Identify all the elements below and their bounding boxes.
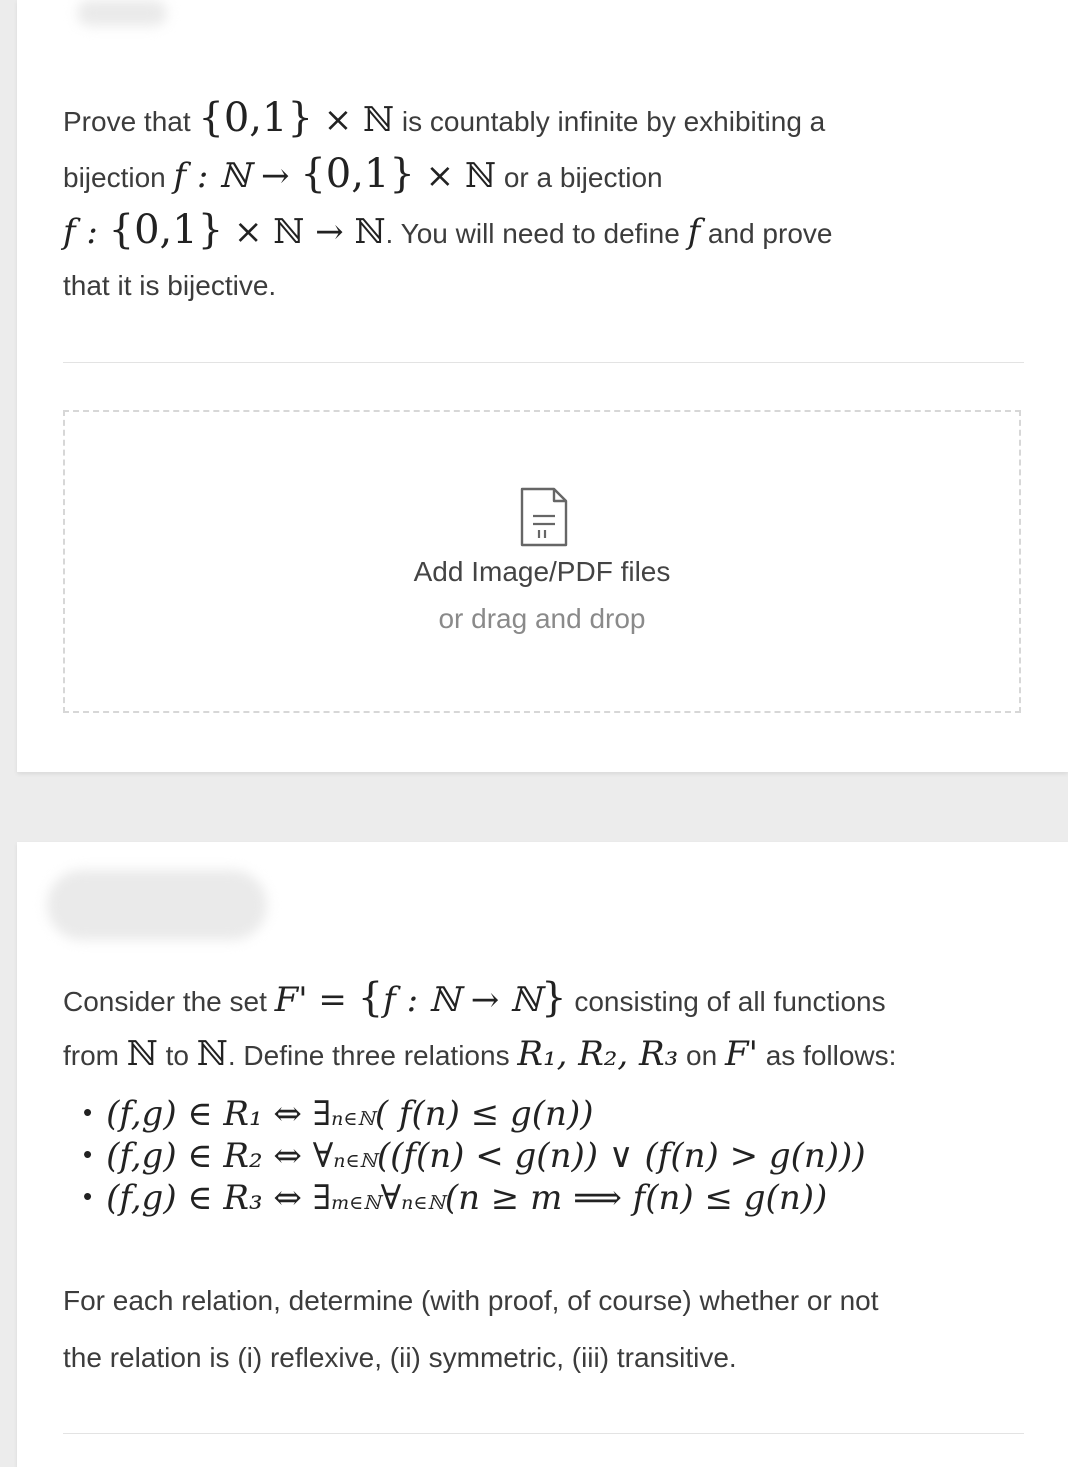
document-icon [519,486,569,548]
q1-text: bijection [63,162,174,193]
q1-text: is countably infinite by exhibiting a [394,106,826,137]
relation-quantifier: ∀ [380,1178,402,1218]
q2-text: Consider the set [63,986,275,1017]
q2-math: ℕ [196,1034,228,1074]
q1-math: f : ℕ → [173,156,301,196]
bullet-icon: • [83,1181,93,1211]
q2-math: ℕ [126,1034,158,1074]
q1-text: Prove that [63,106,199,137]
bullet-icon: • [83,1139,93,1169]
question-2-intro [63,970,1024,1082]
add-files-label[interactable]: Add Image/PDF files [413,556,671,587]
q1-math: × ℕ → ℕ [223,212,386,252]
q2-math: F' [724,1034,758,1074]
q1-math: {0,1} [108,207,224,253]
drag-drop-hint: or drag and drop [438,603,646,634]
q1-math: {0,1} [198,95,313,141]
q1-text: that it is bijective. [63,270,277,301]
relation-lhs: (f,g) ∈ R₃ ⇔ ∃ [106,1178,332,1218]
question-2-outro [63,1273,1024,1387]
q2-math: } [541,975,567,1021]
q2-math: R₁, R₂, R₃ [517,1034,679,1074]
q1-math: f : [63,212,109,252]
q2-math: F' = [274,980,358,1020]
question-card-2 [17,842,1068,1467]
question-card-1 [17,0,1068,772]
relation-rhs: (n ≥ m ⟹ f(n) ≤ g(n)) [444,1178,828,1218]
relation-subscript: m∈ℕ [331,1192,381,1214]
bullet-icon: • [83,1097,93,1127]
q1-text: or a bijection [496,162,663,193]
q2-text: . Define three relations [227,1040,518,1071]
divider [63,1433,1024,1434]
q2-text: consisting of all functions [566,986,886,1017]
q2-text: from [63,1040,127,1071]
relation-lhs: (f,g) ∈ R₂ ⇔ ∀ [106,1136,334,1176]
q2-math: { [357,975,384,1021]
q1-math: {0,1} [300,151,415,197]
relations-list [63,1094,1024,1220]
relation-item [63,1178,1024,1220]
q1-text: . You will need to define [385,218,688,249]
file-drop-zone[interactable] [63,410,1021,713]
q2-text: the relation is (i) reflexive, (ii) symmetric, (iii) transitive. [63,1342,737,1373]
relation-item [63,1136,1024,1178]
question-1-text [63,90,1024,314]
q1-math: × ℕ [414,156,497,196]
redacted-header [47,870,267,940]
q2-math: f : ℕ → ℕ [383,980,542,1020]
redacted-header [77,0,167,26]
q2-text: as follows: [757,1040,897,1071]
q2-text: For each relation, determine (with proof, of course) whether or not [63,1285,879,1316]
q1-math: × ℕ [312,100,395,140]
q2-text: on [678,1040,725,1071]
relation-rhs: ((f(n) < g(n)) ∨ (f(n) > g(n))) [376,1136,866,1176]
q2-text: to [157,1040,197,1071]
divider [63,362,1024,363]
relation-subscript: n∈ℕ [401,1192,445,1214]
q1-math: f [687,212,701,252]
relation-lhs: (f,g) ∈ R₁ ⇔ ∃ [106,1094,332,1134]
relation-subscript: n∈ℕ [333,1150,377,1172]
relation-subscript: n∈ℕ [331,1108,375,1130]
relation-rhs: ( f(n) ≤ g(n)) [374,1094,594,1134]
relation-item [63,1094,1024,1136]
q1-text: and prove [700,218,833,249]
